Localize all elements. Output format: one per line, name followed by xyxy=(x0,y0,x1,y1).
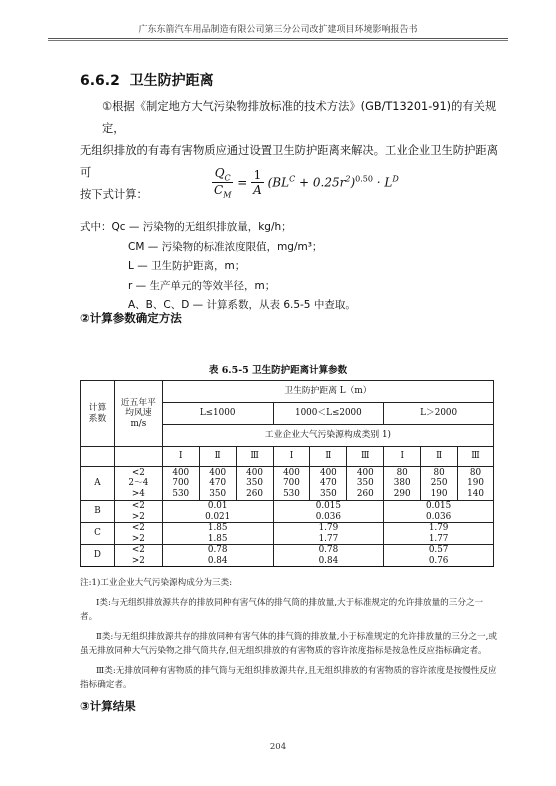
range-header: L＞2000 xyxy=(384,403,494,425)
value-cell: 1.85 1.85 xyxy=(162,523,273,545)
page-header: 广东东箭汽车用品制造有限公司第三分公司改扩建项目环境影响报告书 xyxy=(48,22,508,39)
wind-cell: <2 >2 xyxy=(114,545,162,567)
definition-item: A、B、C、D — 计算系数，从表 6.5-5 中查取。 xyxy=(128,299,356,311)
definitions-prefix: 式中： xyxy=(80,221,112,233)
formula-coef: $\frac{1}{A}$ xyxy=(253,168,262,198)
value-cell: 0.015 0.036 xyxy=(273,501,384,523)
value-cell: 0.78 0.84 xyxy=(273,545,384,567)
category-cell: Ⅱ xyxy=(310,447,347,467)
note-class-3: Ⅲ类:无排放同种有害物质的排气筒与无组织排放源共存,且无组织排放的有害物质的容许浓度是按慢性反应指标确定者。 xyxy=(80,666,497,690)
row-label: A xyxy=(81,467,115,501)
wind-cell: <2 >2 xyxy=(114,501,162,523)
section-title xyxy=(80,70,214,90)
row-label: B xyxy=(81,501,115,523)
value-cell: 400 700 530 xyxy=(162,467,199,501)
value-cell: 1.79 1.77 xyxy=(273,523,384,545)
parameter-table xyxy=(80,380,494,567)
wind-cell: <2 >2 xyxy=(114,523,162,545)
definition-item: r — 生产单元的等效半径，m； xyxy=(128,279,276,292)
row-label: D xyxy=(81,545,115,567)
intro-line-3: 按下式计算： xyxy=(80,188,148,201)
note-class-2: Ⅱ类:与无组织排放源共存的排放同种有害气体的排气筒的排放量,小于标准规定的允许排放量的三分之一,或虽无排放同种大气污染物之排气筒共存,但无组织排放的有害物质的容许浓度指标是按急性反应指标确定者。 xyxy=(80,632,497,656)
value-cell: 0.78 0.84 xyxy=(162,545,273,567)
value-cell: 400 470 350 xyxy=(199,467,236,501)
header-rule xyxy=(48,40,508,41)
value-cell: 400 470 350 xyxy=(310,467,347,501)
category-header: 工业企业大气污染源构成类别 1) xyxy=(162,425,493,447)
category-cell: Ⅲ xyxy=(236,447,273,467)
range-header: 1000＜L≤2000 xyxy=(273,403,384,425)
formula-definitions xyxy=(80,218,356,316)
formula-lhs: $\frac{Q_C}{C_M}$ xyxy=(214,166,232,200)
table-row xyxy=(81,501,494,523)
intro-line-1: ①根据《制定地方大气污染物排放标准的技术方法》(GB/T13201-91)的有关规定， xyxy=(102,100,497,135)
wind-cell: <2 2～4 >4 xyxy=(114,467,162,501)
table-caption: 表 6.5-5 卫生防护距离计算参数 xyxy=(208,365,348,376)
value-cell: 80 380 290 xyxy=(384,467,421,501)
range-header: L≤1000 xyxy=(162,403,273,425)
page-number: 204 xyxy=(269,742,287,752)
value-cell: 80 250 190 xyxy=(421,467,458,501)
category-cell: Ⅱ xyxy=(199,447,236,467)
value-cell: 0.57 0.76 xyxy=(384,545,494,567)
definition-item: Qc — 污染物的无组织排放量，kg/h； xyxy=(111,221,292,233)
category-cell: Ⅰ xyxy=(384,447,421,467)
value-cell: 400 350 260 xyxy=(236,467,273,501)
col-header-distance: 卫生防护距离 L（m） xyxy=(162,381,493,403)
category-cell: Ⅰ xyxy=(162,447,199,467)
distance-formula: $\frac{Q_C}{C_M}$ = $\frac{1}{A}$ $(BL^C + 0.25r^2)^{0.50} \cdot L^D$ xyxy=(214,166,399,200)
table-row xyxy=(81,545,494,567)
category-cell: Ⅲ xyxy=(458,447,494,467)
value-cell: 400 700 530 xyxy=(273,467,310,501)
table-row xyxy=(81,523,494,545)
notes-title: 注:1)工业企业大气污染源构成分为三类: xyxy=(80,578,233,588)
value-cell: 400 350 260 xyxy=(347,467,384,501)
row-label: C xyxy=(81,523,115,545)
value-cell: 0.015 0.036 xyxy=(384,501,494,523)
definition-item: CM — 污染物的标准浓度限值，mg/m³； xyxy=(128,240,323,253)
definition-item: L — 卫生防护距离，m； xyxy=(128,260,246,272)
category-cell: Ⅱ xyxy=(421,447,458,467)
table-row xyxy=(81,467,494,501)
intro-line-2: 无组织排放的有毒有害物质应通过设置卫生防护距离来解决。工业企业卫生防护距离可 xyxy=(80,144,498,179)
category-cell: Ⅰ xyxy=(273,447,310,467)
category-cell: Ⅲ xyxy=(347,447,384,467)
subheading-parameters: ②计算参数确定方法 xyxy=(80,311,182,325)
col-header-wind: 近五年平均风速 m/s xyxy=(114,381,162,447)
value-cell: 1.79 1.77 xyxy=(384,523,494,545)
subheading-results: ③计算结果 xyxy=(80,699,136,713)
value-cell: 80 190 140 xyxy=(458,467,494,501)
table-notes xyxy=(80,576,500,692)
section-title-text: 卫生防护距离 xyxy=(129,73,214,89)
section-number: 6.6.2 xyxy=(80,73,120,89)
note-class-1: Ⅰ类:与无组织排放源共存的排放同种有害气体的排气筒的排放量,大于标准规定的允许排放量的三分之一者。 xyxy=(80,598,484,622)
value-cell: 0.01 0.021 xyxy=(162,501,273,523)
col-header-coef: 计算系数 xyxy=(81,381,115,447)
